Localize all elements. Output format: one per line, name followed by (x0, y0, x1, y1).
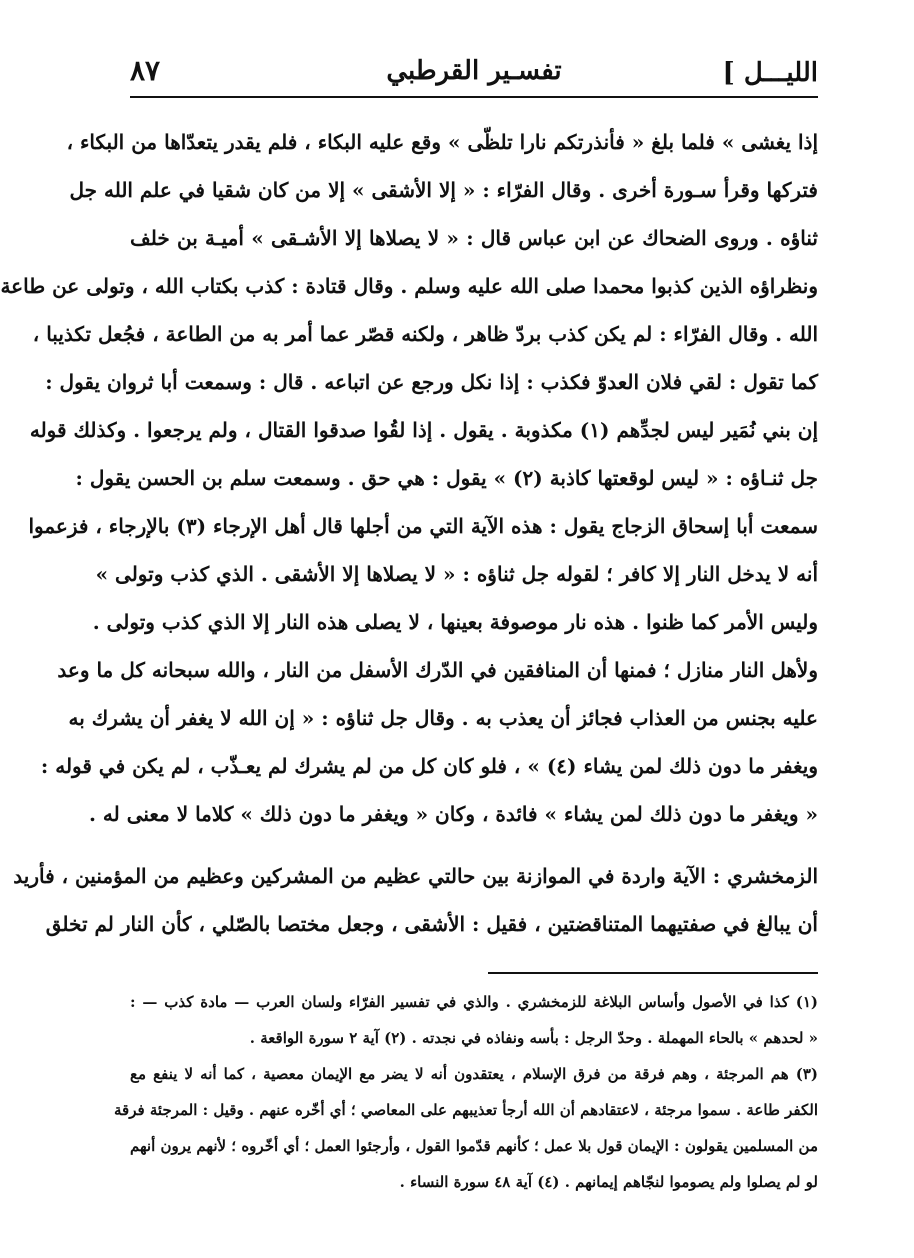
text-line: سمعت أبا إسحاق الزجاج يقول : هذه الآية التي من أجلها قال أهل الإرجاء (٣) بالإرجاء ، فزعموا (28, 514, 818, 538)
footnote-line: الكفر طاعة . سموا مرجئة ، لاعتقادهم أن الله أرجأ تعذيبهم على المعاصي ؛ أي أخّره عنهم . وقيل : المرجئة فرقة (114, 1101, 818, 1119)
text-line: فتركها وقرأ سـورة أخرى . وقال الفرّاء : « إلا الأشقى » إلا من كان شقيا في علم الله جل (69, 178, 818, 202)
page-number: ٨٧ (130, 54, 161, 87)
footnote-line: لو لم يصلوا ولم يصوموا لنجّاهم إيمانهم . (٤) آية ٤٨ سورة النساء . (399, 1173, 818, 1191)
text-line: ولأهل النار منازل ؛ فمنها أن المنافقين في الدّرك الأسفل من النار ، والله سبحانه كل ما وعد (57, 658, 818, 682)
section-title: الليـــل ] (722, 58, 818, 88)
text-line: إن بني نُمَير ليس لجدِّهم (١) مكذوبة . يقول . إذا لقُوا صدقوا القتال ، ولم يرجعوا . وكذلك قوله (29, 418, 818, 442)
footnote-line: من المسلمين يقولون : الإيمان قول بلا عمل ؛ كأنهم قدّموا القول ، وأرجئوا العمل ؛ أي أخّروه ؛ لأنهم يرون أنهم (130, 1137, 818, 1155)
text-line: كما تقول : لقي فلان العدوّ فكذب : إذا نكل ورجع عن اتباعه . قال : وسمعت أبا ثروان يقول : (45, 370, 818, 394)
book-title: تفسـير القرطبي (386, 56, 562, 86)
text-line: عليه بجنس من العذاب فجائز أن يعذب به . وقال جل ثناؤه : « إن الله لا يغفر أن يشرك به (68, 706, 818, 730)
paragraph-gap (130, 838, 818, 852)
text-line: ثناؤه . وروى الضحاك عن ابن عباس قال : « لا يصلاها إلا الأشـقى » أميـة بن خلف (130, 226, 818, 250)
text-line: ونظراؤه الذين كذبوا محمدا صلى الله عليه وسلم . وقال قتادة : كذب بكتاب الله ، وتولى عن طاعة (0, 274, 818, 298)
footnote-line: « لحدهم » بالحاء المهملة . وحدّ الرجل : بأسه ونفاذه في نجدته . (٢) آية ٢ سورة الواقعة . (249, 1029, 818, 1047)
footnote-line: (١) كذا في الأصول وأساس البلاغة للزمخشري . والذي في تفسير الفرّاء ولسان العرب — مادة كذب — : (130, 993, 818, 1011)
text-line: الله . وقال الفرّاء : لم يكن كذب بردّ ظاهر ، ولكنه قصّر عما أمر به من الطاعة ، فجُعل تكذيبا ، (32, 322, 818, 346)
text-line: جل ثنـاؤه : « ليس لوقعتها كاذبة (٢) » يقول : هي حق . وسمعت سلم بن الحسن يقول : (75, 466, 818, 490)
text-line: الزمخشري : الآية واردة في الموازنة بين حالتي عظيم من المشركين وعظيم من المؤمنين ، فأريد (13, 864, 818, 888)
text-line: ويغفر ما دون ذلك لمن يشاء (٤) » ، فلو كان كل من لم يشرك لم يعـذّب ، لم يكن في قوله : (40, 754, 818, 778)
text-line: وليس الأمر كما ظنوا . هذه نار موصوفة بعينها ، لا يصلى هذه النار إلا الذي كذب وتولى . (92, 610, 818, 634)
footnotes (114, 984, 818, 1200)
running-header (130, 44, 818, 98)
text-line: إذا يغشى » فلما بلغ « فأنذرتكم نارا تلظّى » وقع عليه البكاء ، فلم يقدر يتعدّاها من البكاء ، (66, 130, 818, 154)
text-line: أن يبالغ في صفتيهما المتناقضتين ، فقيل : الأشقى ، وجعل مختصا بالصّلي ، كأن النار لم تخلق (45, 912, 818, 936)
main-text (0, 118, 818, 948)
text-line: أنه لا يدخل النار إلا كافر ؛ لقوله جل ثناؤه : « لا يصلاها إلا الأشقى . الذي كذب وتولى » (95, 562, 818, 586)
footnote-line: (٣) هم المرجئة ، وهم فرقة من فرق الإسلام ، يعتقدون أنه لا يضر مع الإيمان معصية ، كما أنه لا ينفع مع (130, 1065, 818, 1083)
footnote-divider (488, 972, 818, 974)
text-line: « ويغفر ما دون ذلك لمن يشاء » فائدة ، وكان « ويغفر ما دون ذلك » كلاما لا معنى له . (88, 802, 818, 826)
